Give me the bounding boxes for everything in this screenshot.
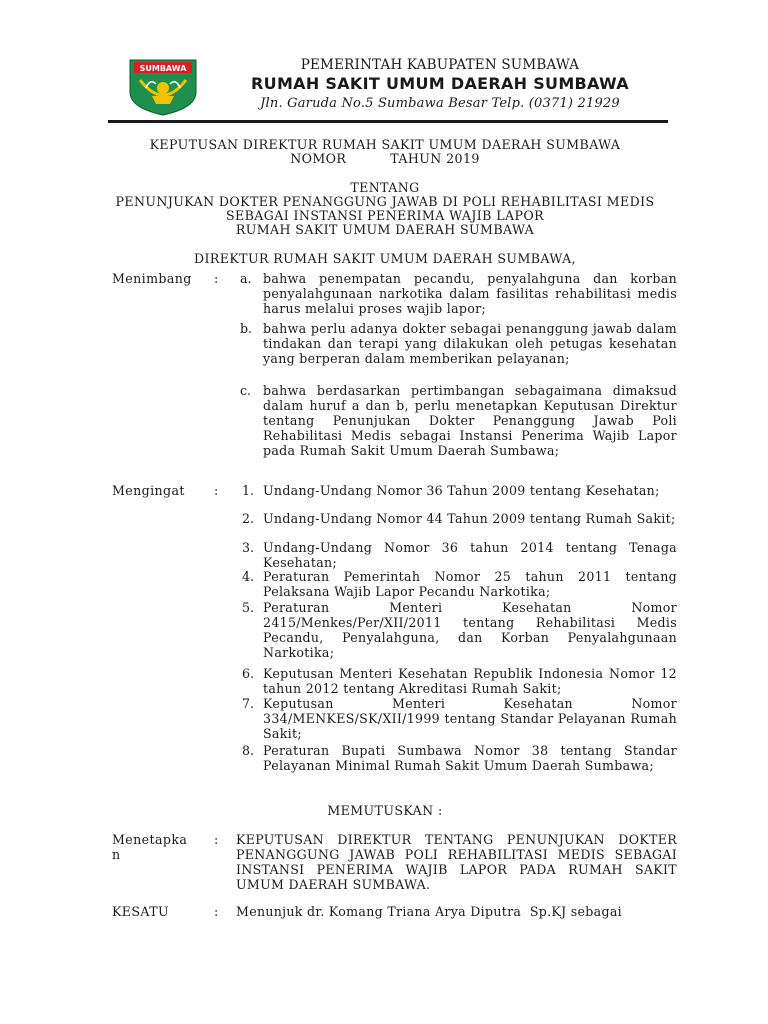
menimbang-mark-c: c. <box>240 383 252 398</box>
government-name: PEMERINTAH KABUPATEN SUMBAWA <box>300 57 580 73</box>
mengingat-mark-1: 1. <box>242 483 255 498</box>
letterhead <box>218 56 662 114</box>
svg-text:SUMBAWA: SUMBAWA <box>139 64 187 73</box>
kesatu-colon: : <box>214 904 219 919</box>
decree-number: NOMOR TAHUN 2019 <box>290 151 480 166</box>
menimbang-colon: : <box>214 271 219 286</box>
subject-line-2: SEBAGAI INSTANSI PENERIMA WAJIB LAPOR <box>226 208 544 223</box>
mengingat-item-3: Undang-Undang Nomor 36 tahun 2014 tentang Tenaga Kesehatan; <box>263 540 677 570</box>
director-heading: DIREKTUR RUMAH SAKIT UMUM DAERAH SUMBAWA, <box>194 251 576 266</box>
mengingat-mark-2: 2. <box>242 511 255 526</box>
mengingat-label: Mengingat <box>112 483 185 498</box>
mengingat-mark-6: 6. <box>242 666 255 681</box>
subject-line-1: PENUNJUKAN DOKTER PENANGGUNG JAWAB DI POLI REHABILITASI MEDIS <box>115 194 655 209</box>
menimbang-mark-a: a. <box>240 271 252 286</box>
menetapkan-text: KEPUTUSAN DIREKTUR TENTANG PENUNJUKAN DOKTER PENANGGUNG JAWAB POLI REHABILITASI MEDIS SEBAGAI INSTANSI PENERIMA WAJIB LAPOR PADA RUMAH SAKIT UMUM DAERAH SUMBAWA. <box>236 832 677 892</box>
mengingat-item-4: Peraturan Pemerintah Nomor 25 tahun 2011 tentang Pelaksana Wajib Lapor Pecandu Narkotika; <box>263 569 677 599</box>
kesatu-label: KESATU <box>112 904 170 919</box>
mengingat-item-8: Peraturan Bupati Sumbawa Nomor 38 tentang Standar Pelayanan Minimal Rumah Sakit Umum Daerah Sumbawa; <box>263 743 677 773</box>
mengingat-item-2: Undang-Undang Nomor 44 Tahun 2009 tentang Rumah Sakit; <box>263 511 676 526</box>
menetapkan-label-line1: Menetapka <box>112 832 188 847</box>
mengingat-item-5: Peraturan Menteri Kesehatan Nomor 2415/Menkes/Per/XII/2011 tentang Rehabilitasi Medis Pecandu, Penyalahguna, dan Korban Penyalahgunaan Narkotika; <box>263 600 677 660</box>
mengingat-item-1: Undang-Undang Nomor 36 Tahun 2009 tentang Kesehatan; <box>263 483 660 498</box>
mengingat-item-7: Keputusan Menteri Kesehatan Nomor 334/MENKES/SK/XII/1999 tentang Standar Pelayanan Rumah Sakit; <box>263 696 677 741</box>
menimbang-mark-b: b. <box>240 321 253 336</box>
menimbang-item-c: bahwa berdasarkan pertimbangan sebagaimana dimaksud dalam huruf a dan b, perlu menetapkan Keputusan Direktur tentang Penunjukan Dokter Penanggung Jawab Poli Rehabilitasi Medis sebagai Instansi Penerima Wajib Lapor pada Rumah Sakit Umum Daerah Sumbawa; <box>263 383 677 458</box>
mengingat-mark-8: 8. <box>242 743 255 758</box>
sumbawa-regency-logo <box>126 58 200 116</box>
mengingat-colon: : <box>214 483 219 498</box>
hospital-name: RUMAH SAKIT UMUM DAERAH SUMBAWA <box>251 74 629 93</box>
mengingat-item-6: Keputusan Menteri Kesehatan Republik Indonesia Nomor 12 tahun 2012 tentang Akreditasi Rumah Sakit; <box>263 666 677 696</box>
mengingat-mark-3: 3. <box>242 540 255 555</box>
mengingat-mark-5: 5. <box>242 600 255 615</box>
menetapkan-label-line2: n <box>112 847 121 862</box>
menetapkan-colon: : <box>214 832 219 847</box>
mengingat-mark-7: 7. <box>242 696 255 711</box>
memutuskan-heading: MEMUTUSKAN : <box>327 803 443 818</box>
decree-title: KEPUTUSAN DIREKTUR RUMAH SAKIT UMUM DAERAH SUMBAWA <box>149 137 621 152</box>
kesatu-text: Menunjuk dr. Komang Triana Arya Diputra Sp.KJ sebagai <box>236 904 622 919</box>
menimbang-item-b: bahwa perlu adanya dokter sebagai penanggung jawab dalam tindakan dan terapi yang dilakukan oleh petugas kesehatan yang berperan dalam memberikan pelayanan; <box>263 321 677 366</box>
hospital-address: Jln. Garuda No.5 Sumbawa Besar Telp. (0371) 21929 <box>260 96 620 111</box>
mengingat-mark-4: 4. <box>242 569 255 584</box>
menetapkan-label <box>112 832 187 862</box>
letterhead-rule <box>108 120 668 123</box>
menimbang-item-a: bahwa penempatan pecandu, penyalahguna dan korban penyalahgunaan narkotika dalam fasilitas rehabilitasi medis harus melalui proses wajib lapor; <box>263 271 677 316</box>
menimbang-label: Menimbang <box>112 271 192 286</box>
tentang-heading: TENTANG <box>350 180 420 195</box>
subject-line-3: RUMAH SAKIT UMUM DAERAH SUMBAWA <box>235 222 535 237</box>
